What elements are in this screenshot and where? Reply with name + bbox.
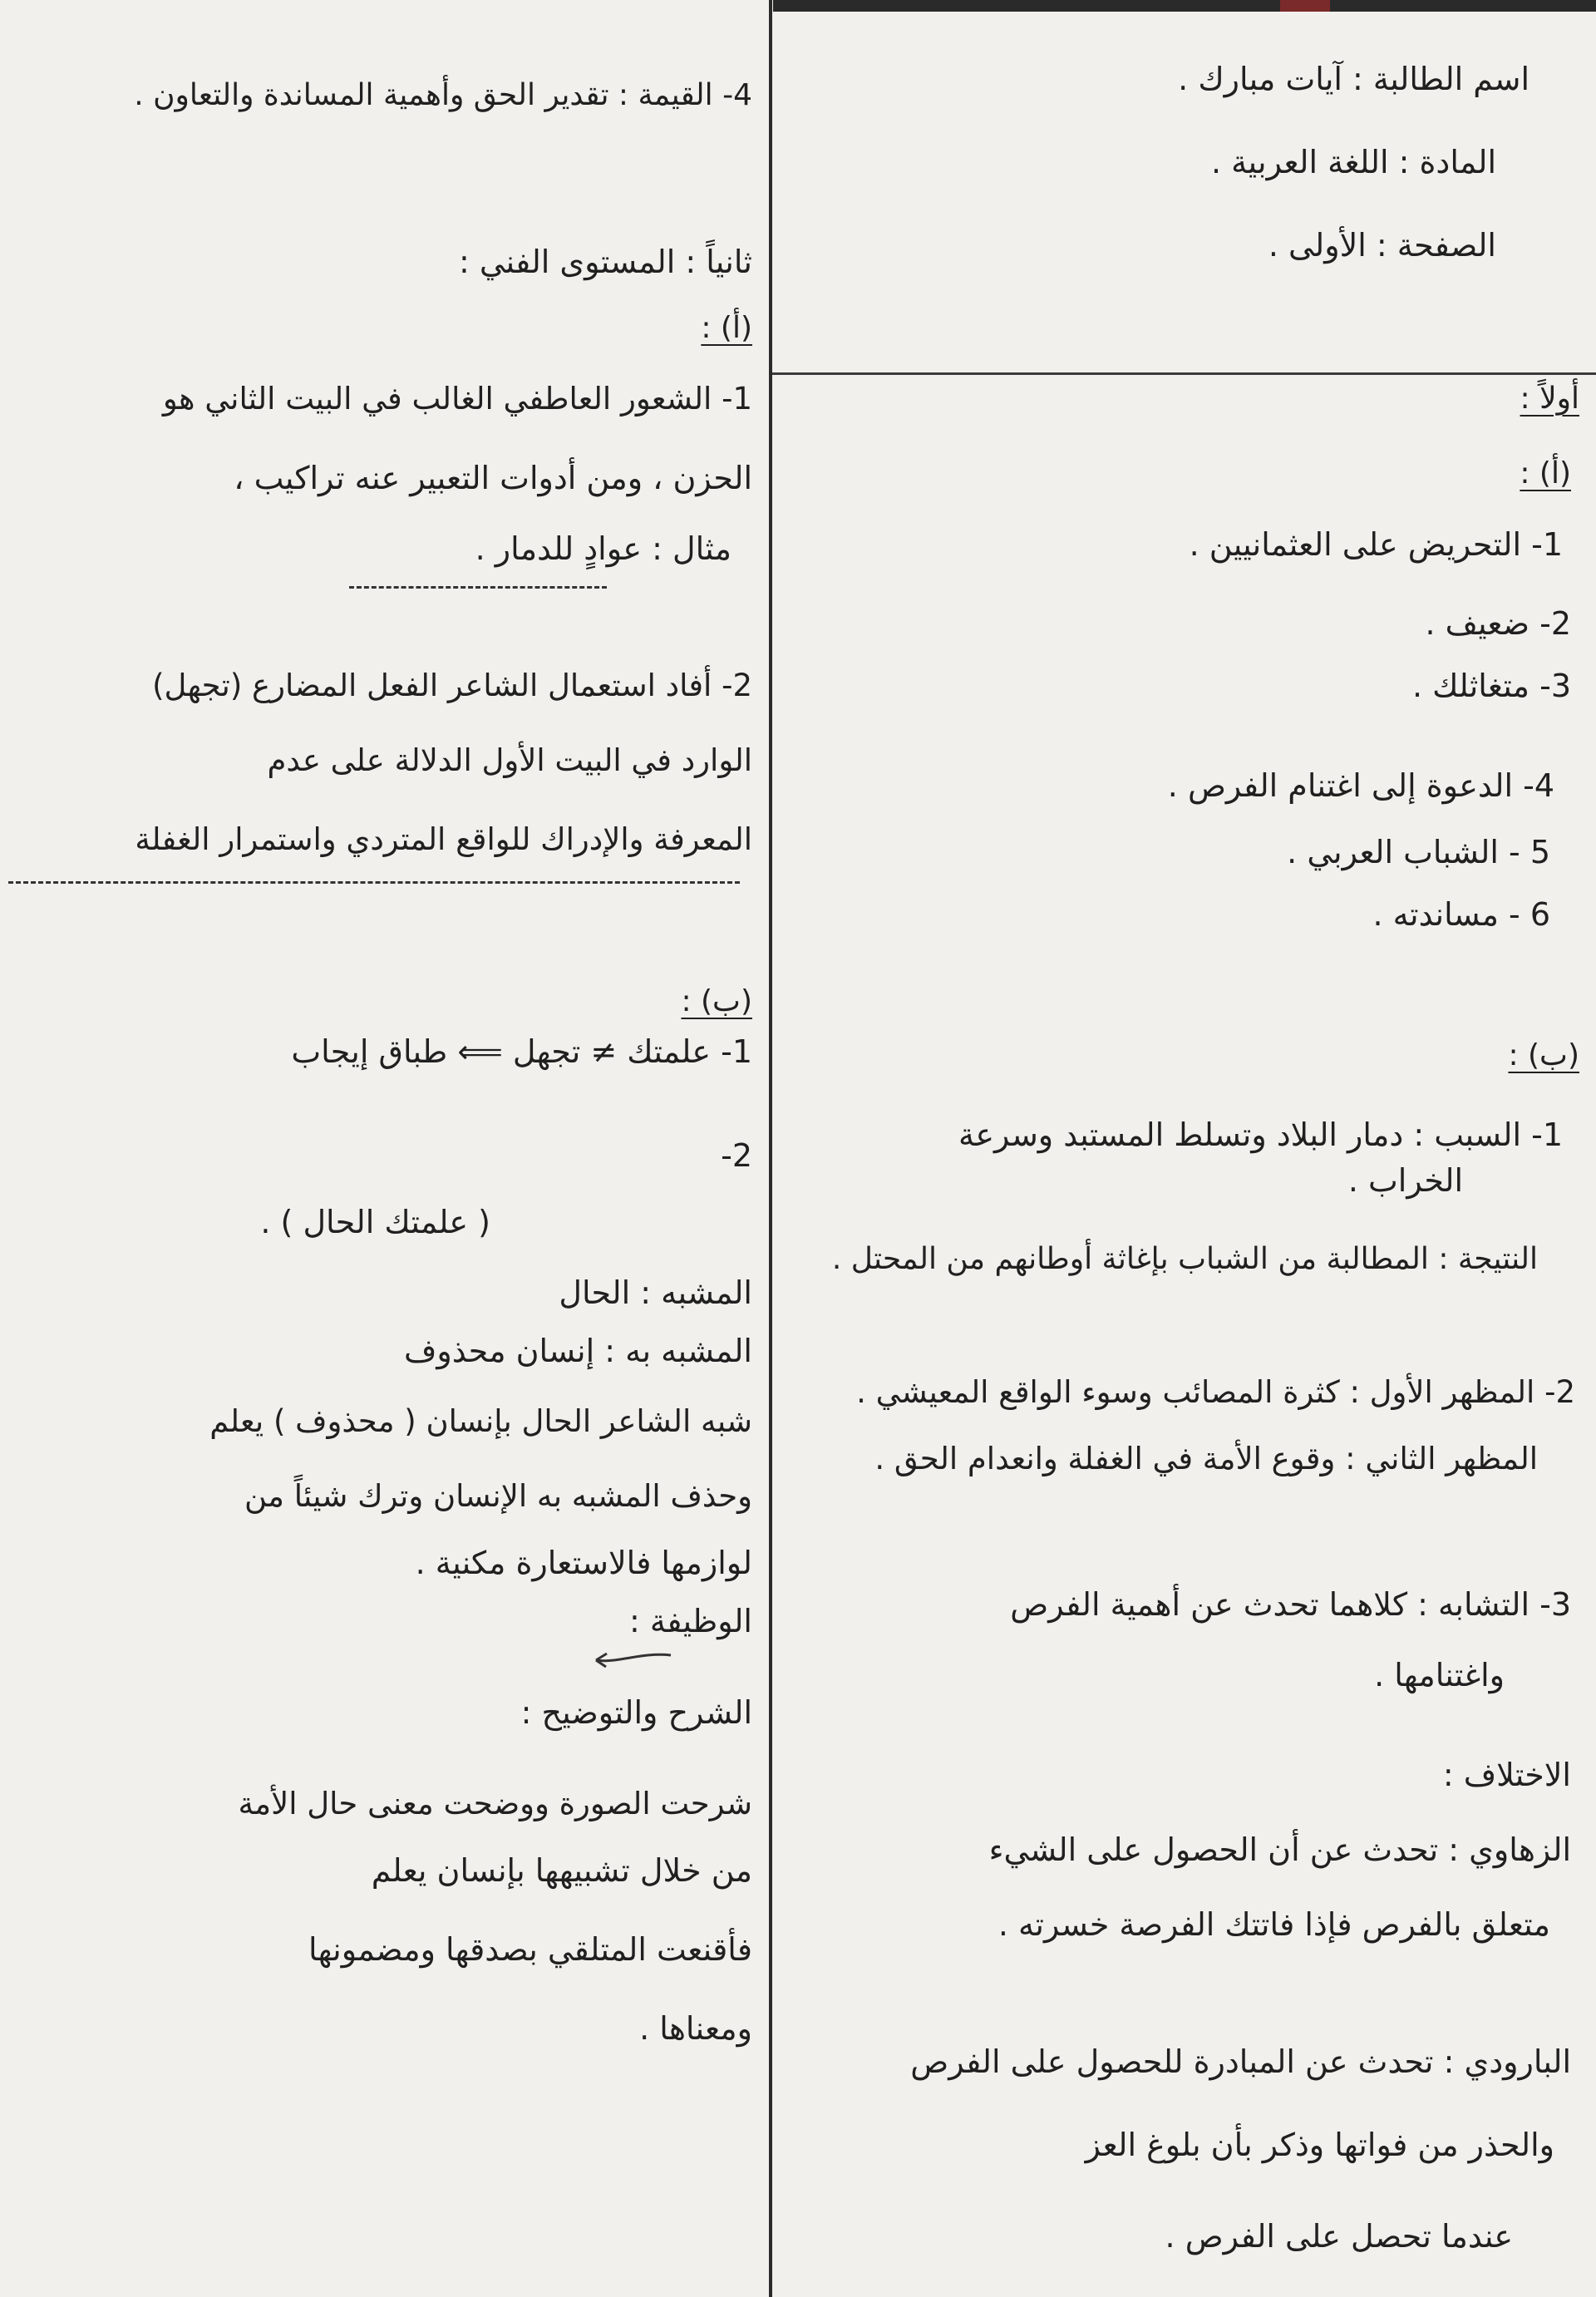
- feeling-line-2: الحزن ، ومن أدوات التعبير عنه تراكيب ،: [234, 460, 752, 496]
- similarity-line-continued: واغتنامها .: [1374, 1657, 1505, 1693]
- part-a-title-left: (أ) :: [701, 311, 752, 345]
- baroudi-line-continued: والحذر من فواتها وذكر بأن بلوغ العز: [1085, 2127, 1554, 2163]
- zahawi-line-continued: متعلق بالفرص فإذا فاتتك الفرصة خسرته .: [998, 1906, 1550, 1943]
- cause-line-continued: الخراب .: [1347, 1162, 1463, 1199]
- left-column: [0, 0, 765, 2297]
- answer-a4: 4- الدعوة إلى اغتنام الفرص .: [1167, 767, 1554, 804]
- similarity-line: 3- التشابه : كلاهما تحدث عن أهمية الفرص: [1010, 1586, 1571, 1623]
- right-column: [777, 0, 1588, 2297]
- part-b-title-right: (ب) :: [1508, 1038, 1579, 1072]
- result-line: النتيجة : المطالبة من الشباب بإغاثة أوطانهم من المحتل .: [831, 1242, 1538, 1276]
- value-line: 4- القيمة : تقدير الحق وأهمية المساندة والتعاون .: [134, 78, 752, 112]
- simile-line: شبه الشاعر الحال بإنسان ( محذوف ) يعلم: [209, 1403, 752, 1439]
- verb-line-3: المعرفة والإدراك للواقع المتردي واستمرار الغفلة: [135, 821, 752, 857]
- explanation-title: الشرح والتوضيح :: [520, 1694, 752, 1731]
- curved-arrow-mark: [592, 1650, 675, 1670]
- aspect-two-line: المظهر الثاني : وقوع الأمة في الغفلة وانعدام الحق .: [874, 1441, 1538, 1476]
- explanation-line-1: شرحت الصورة ووضحت معنى حال الأمة: [238, 1786, 752, 1821]
- metaphor-phrase: ( علمتك الحال ) .: [260, 1204, 490, 1240]
- aspect-one-line: 2- المظهر الأول : كثرة المصائب وسوء الواقع المعيشي .: [856, 1374, 1575, 1410]
- vehicle-line: المشبه به : إنسان محذوف: [403, 1333, 752, 1369]
- explanation-line-2: من خلال تشبيهها بإنسان يعلم: [371, 1852, 752, 1889]
- answer-a5: 5 - الشباب العربي .: [1287, 834, 1550, 870]
- answer-a3: 3- متغاثلك .: [1411, 668, 1571, 704]
- difference-title: الاختلاف :: [1442, 1757, 1571, 1793]
- feeling-line: 1- الشعور العاطفي الغالب في البيت الثاني هو: [162, 381, 752, 417]
- section-one-title: أولاً :: [1520, 382, 1579, 416]
- feeling-example: مثال : عوادٍ للدمار .: [475, 530, 732, 567]
- simile-line-2: وحذف المشبه به الإنسان وترك شيئاً من: [244, 1478, 752, 1514]
- student-name-line: اسم الطالبة : آيات مبارك .: [1178, 61, 1530, 97]
- verb-line-2: الوارد في البيت الأول الدلالة على عدم: [267, 742, 752, 778]
- part-a-title-right: (أ) :: [1520, 456, 1571, 490]
- simile-line-3: لوازمها فالاستعارة مكنية .: [415, 1545, 752, 1581]
- explanation-line-4: ومعناها .: [639, 2010, 752, 2047]
- example-underline: [349, 586, 607, 589]
- baroudi-line-end: عندما تحصل على الفرص .: [1165, 2218, 1513, 2255]
- cause-line: 1- السبب : دمار البلاد وتسلط المستبد وسرعة: [958, 1116, 1563, 1153]
- tenor-line: المشبه : الحال: [559, 1274, 752, 1311]
- column-divider: [769, 0, 772, 2297]
- explanation-line-3: فأقنعت المتلقي بصدقها ومضمونها: [308, 1931, 752, 1968]
- item-two-number: 2-: [721, 1137, 752, 1174]
- baroudi-line: البارودي : تحدث عن المبادرة للحصول على الفرص: [910, 2043, 1571, 2080]
- verb-underline: [8, 881, 740, 884]
- page-line: الصفحة : الأولى .: [1268, 227, 1496, 264]
- subject-line: المادة : اللغة العربية .: [1211, 144, 1496, 180]
- section-two-title: ثانياً : المستوى الفني :: [458, 244, 752, 280]
- verb-line: 2- أفاد استعمال الشاعر الفعل المضارع (تجهل): [152, 668, 752, 703]
- answer-a6: 6 - مساندته .: [1372, 896, 1550, 933]
- answer-a1: 1- التحريض على العثمانيين .: [1189, 526, 1563, 563]
- part-b-title-left: (ب) :: [681, 984, 752, 1018]
- zahawi-line: الزهاوي : تحدث عن أن الحصول على الشيء: [988, 1831, 1571, 1868]
- function-title: الوظيفة :: [629, 1603, 752, 1639]
- answer-a2: 2- ضعيف .: [1425, 605, 1571, 642]
- antithesis-line: 1- علمتك ≠ تجهل ⟸ طباق إيجاب: [291, 1033, 752, 1070]
